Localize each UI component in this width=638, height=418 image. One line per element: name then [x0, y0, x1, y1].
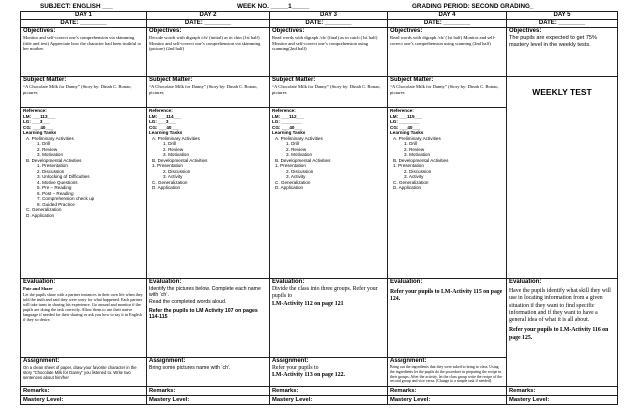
task-item: 2. Discussion — [286, 168, 314, 174]
task-item: D. Application — [393, 185, 422, 190]
objective-text: Monitor and self-correct one’s comprehension via skimming (title and text) Appreciate how the character had been truthful to her mother. — [23, 35, 142, 52]
task-item: 3. Activity — [163, 174, 183, 179]
task-item: 8. Guided Practice — [37, 201, 75, 207]
task-item: 3. Unlocking of Difficulties — [37, 174, 90, 179]
day-5-remarks: Remarks: — [507, 387, 618, 396]
learning-tasks-label: Learning Tasks — [149, 130, 183, 135]
remarks-row — [21, 387, 618, 396]
day-5-evaluation — [507, 279, 618, 387]
mastery-row — [21, 396, 618, 405]
objectives-label: Objectives: — [149, 28, 182, 34]
task-item: A. Preliminary Activities — [275, 135, 323, 141]
task-item: 3. Motivation — [286, 152, 313, 157]
assignment-label: Assignment: — [23, 358, 60, 364]
subject-matter-text: “A Chocolate Milk for Danny” (Story by: Dinah C. Bonao, pictures — [149, 84, 258, 95]
reference-lg: LG: ________ — [272, 119, 302, 124]
assignment-text: Bring out the ingredients that they were asked to bring to class. Using the ingredients let the pupils do the procedure in preparing the recipe in their groups. After the activity, let the class group write the recipe of the second group and vice versa. (Change to a simple task if needed). — [390, 365, 502, 384]
day-3-evaluation — [270, 279, 388, 358]
lesson-plan-table — [20, 11, 618, 405]
objective-text: Read words with digraph /ch/ (1st half) Monitor and self-correct one’s comprehension using scanning (2nd half) — [390, 35, 496, 46]
pair-and-share-title: Pair and Share — [23, 286, 53, 292]
task-item: 3. Motivation — [404, 152, 431, 157]
subject-matter-text: “A Chocolate Milk for Danny” (Story by: Dinah C. Bonao, pictures — [272, 84, 381, 95]
task-item: A. Preliminary Activities — [393, 135, 441, 141]
objectives-label: Objectives: — [272, 28, 305, 34]
day-3-reference-tasks — [270, 108, 388, 279]
day-2-header: DAY 2 — [147, 12, 270, 20]
objectives-label: Objectives: — [509, 28, 542, 34]
day-3-assignment — [270, 358, 388, 387]
task-item: A. Preliminary Activities — [26, 135, 74, 141]
date-row — [21, 20, 618, 28]
day-4-date: DATE: ________ — [388, 20, 507, 28]
day-2-date: DATE: ________ — [147, 20, 270, 28]
reference-cg: CG: ___40___ — [272, 124, 303, 130]
day-3-objectives — [270, 28, 388, 77]
objectives-label: Objectives: — [390, 28, 423, 34]
assignment-text: Refer your pupils to — [272, 365, 319, 372]
day-2-objectives — [147, 28, 270, 77]
task-item: 3. Activity — [404, 174, 424, 179]
task-item: C. Generalization — [26, 207, 62, 212]
day-4-remarks: Remarks: — [388, 387, 507, 396]
evaluation-reference: LM-Activity 112 on page 121 — [272, 300, 344, 307]
day-1-subject-matter — [21, 77, 147, 108]
reference-label: Reference: — [390, 108, 414, 113]
task-item: D. Application — [152, 185, 181, 190]
task-item: 2. Discussion — [37, 168, 65, 174]
assignment-reference: LM-Activity 113 on page 122. — [272, 372, 345, 379]
task-item: 4. Motive Questions — [37, 179, 78, 185]
day-4-mastery: Mastery Level: — [388, 396, 507, 405]
evaluation-row — [21, 279, 618, 358]
evaluation-reference: Refer your pupils to LM-Activity 115 on page 124. — [390, 289, 503, 303]
evaluation-reference: Refer your pupils to LM-Activity 116 on page 125. — [509, 327, 609, 341]
reference-cg: CG: ___40___ — [149, 124, 180, 130]
objective-text: Decode words with digraph /ch/ (initial) as in chin (1st half) Monitor and self-correct one’s comprehension via skimming (picture) (2nd half) — [149, 35, 261, 52]
assignment-label: Assignment: — [390, 358, 427, 364]
task-item: B. Developmental Activities — [275, 157, 331, 163]
reference-lg: LG: ___3___ — [23, 119, 51, 124]
task-item: 2. Review — [286, 146, 307, 152]
task-item: B. Developmental Activities — [152, 157, 208, 163]
day-5-mastery: Mastery Level: — [507, 396, 618, 405]
reference-lm: LM: ___114___ — [149, 113, 182, 119]
day-header-row — [21, 12, 618, 20]
day-2-evaluation — [147, 279, 270, 358]
task-item: 3. Motivation — [37, 152, 64, 157]
reference-cg: CG: ___40___ — [23, 124, 54, 130]
day-1-mastery: Mastery Level: — [21, 396, 147, 405]
subject-matter-text: “A Chocolate Milk for Danny” (Story by: Dinah C. Bonao, pictures — [23, 84, 132, 95]
day-3-header: DAY 3 — [270, 12, 388, 20]
day-4-objectives — [388, 28, 507, 77]
task-item: 2. Review — [163, 146, 184, 152]
task-item: 1. Drill — [286, 141, 300, 146]
evaluation-text-2: Read the completed words aloud. — [149, 298, 227, 305]
subject-matter-label: Subject Matter: — [23, 77, 67, 83]
task-item: 1. Drill — [37, 141, 51, 146]
day-3-subject-matter — [270, 77, 388, 108]
day-3-remarks: Remarks: — [270, 387, 388, 396]
task-item: 2. Review — [37, 146, 58, 152]
task-item: A. Preliminary Activities — [152, 135, 200, 141]
evaluation-label: Evaluation: — [149, 279, 182, 285]
task-item: 1. Drill — [163, 141, 177, 146]
day-4-subject-matter — [388, 77, 507, 108]
task-item: C. Generalization — [275, 179, 311, 185]
task-item: 7. Comprehension check up — [37, 196, 95, 201]
learning-tasks-label: Learning Tasks — [390, 130, 424, 135]
assignment-label: Assignment: — [149, 358, 186, 364]
day-2-remarks: Remarks: — [147, 387, 270, 396]
day-1-evaluation — [21, 279, 147, 358]
evaluation-label: Evaluation: — [272, 279, 305, 285]
task-item: 1. Presentation — [37, 163, 68, 168]
task-item: 3. Motivation — [163, 152, 190, 157]
week-label: WEEK NO. _____1_____ — [237, 3, 310, 10]
day-4-assignment — [388, 358, 507, 387]
reference-lm: LM: ___113___ — [23, 113, 56, 119]
day-4-evaluation — [388, 279, 507, 358]
task-item: C. Generalization — [393, 179, 429, 185]
task-item: C. Generalization — [152, 179, 188, 185]
day-4-reference-tasks — [388, 108, 507, 279]
day-2-subject-matter — [147, 77, 270, 108]
subject-matter-text: “A Chocolate Milk for Danny” (Story by: Dinah C. Bonao, pictures — [390, 84, 499, 95]
evaluation-label: Evaluation: — [509, 279, 542, 285]
subject-matter-label: Subject Matter: — [149, 77, 193, 83]
task-item: 6. Post – Reading — [37, 190, 74, 196]
objectives-row — [21, 28, 618, 77]
evaluation-text: Have the pupils identify what skill they will use in locating information from a given situation if they want to find specific information and if they want to have a general idea of what it is all about. — [509, 288, 611, 324]
evaluation-label: Evaluation: — [23, 279, 56, 285]
evaluation-label: Evaluation: — [390, 279, 423, 285]
task-item: 1. Presentation — [152, 163, 183, 168]
reference-lm: LM: ___112___ — [272, 113, 305, 119]
task-item: 1. Presentation — [275, 163, 306, 168]
subject-matter-label: Subject Matter: — [272, 77, 316, 83]
learning-tasks-label: Learning Tasks — [272, 130, 306, 135]
weekly-test-title: WEEKLY TEST — [532, 87, 592, 97]
task-item: 1. Presentation — [393, 163, 424, 168]
day-1-reference-tasks — [21, 108, 147, 279]
objective-text: The pupils are expected to get 75% mastery level in the weekly tests. — [509, 35, 598, 49]
subject-matter-row — [21, 77, 618, 108]
day-5-header: DAY 5 — [507, 12, 618, 20]
task-item: 2. Discussion — [163, 168, 191, 174]
subject-label: SUBJECT: ENGLISH ___ — [40, 3, 113, 10]
task-item: D. Application — [275, 185, 304, 190]
day-1-remarks: Remarks: — [21, 387, 147, 396]
reference-lm: LM: ___115___ — [390, 113, 423, 119]
evaluation-text: Let the pupils share with a partner instances in their own life when they told the truth and said they were sorry for what happened. Each partner will take turns in sharing his experience. Go around and monitor if the pupils are doing the task correctly. Allow them to use their native language if needed for their sharing or ask you how to say it in English if they so desire. — [23, 291, 143, 322]
task-item: 2. Discussion — [404, 168, 432, 174]
day-1-date: DATE: ________ — [21, 20, 147, 28]
day-1-header: DAY 1 — [21, 12, 147, 20]
day-1-assignment — [21, 358, 147, 387]
task-item: B. Developmental Activities — [26, 157, 82, 163]
learning-tasks-label: Learning Tasks — [23, 130, 57, 135]
objectives-label: Objectives: — [23, 28, 56, 34]
day-5-objectives — [507, 28, 618, 77]
day-3-date: DATE: ________ — [270, 20, 388, 28]
reference-cg: CG: ___40___ — [390, 124, 421, 130]
evaluation-text: Identify the pictures below. Complete each name with ‘ch’. — [149, 286, 261, 299]
objective-text: Read words with digraph /ch/ (final) as in catch (1st half) Monitor and self-correct one’s comprehension using scanning(2nd half) — [272, 35, 378, 52]
reference-lg: LG: ___3___ — [149, 119, 177, 124]
reference-label: Reference: — [272, 108, 296, 113]
task-item: B. Developmental Activities — [393, 157, 449, 163]
task-item: D. Application — [26, 212, 55, 218]
day-1-objectives — [21, 28, 147, 77]
day-2-assignment — [147, 358, 270, 387]
grading-period-label: GRADING PERIOD: SECOND GRADING_ — [412, 3, 534, 10]
assignment-label: Assignment: — [272, 358, 309, 364]
reference-label: Reference: — [23, 108, 47, 113]
day-5-weekly-test — [507, 77, 618, 279]
task-item: 1. Drill — [404, 141, 418, 146]
day-3-mastery: Mastery Level: — [270, 396, 388, 405]
day-4-header: DAY 4 — [388, 12, 507, 20]
assignment-text: Bring some pictures name with ‘ch’. — [149, 365, 231, 372]
day-5-date: DATE: ________ — [507, 20, 618, 28]
evaluation-text: Divide the class into three groups. Refer your pupils to — [272, 286, 378, 300]
reference-lg: LG: ________ — [390, 119, 420, 124]
task-item: 5. Pre – Reading — [37, 185, 72, 190]
reference-label: Reference: — [149, 108, 173, 113]
task-item: 2. Review — [404, 146, 425, 152]
subject-matter-label: Subject Matter: — [390, 77, 434, 83]
day-2-mastery: Mastery Level: — [147, 396, 270, 405]
task-item: 3. Activity — [286, 174, 306, 179]
assignment-text: On a clean sheet of paper, draw your favorite character in the story “Chocolate Milk for Danny” you listened to. Write two sentences about him/her — [23, 365, 137, 381]
day-2-reference-tasks — [147, 108, 270, 279]
evaluation-reference: Refer the pupils to LM Activity 107 on pages 114-115 — [149, 307, 258, 321]
